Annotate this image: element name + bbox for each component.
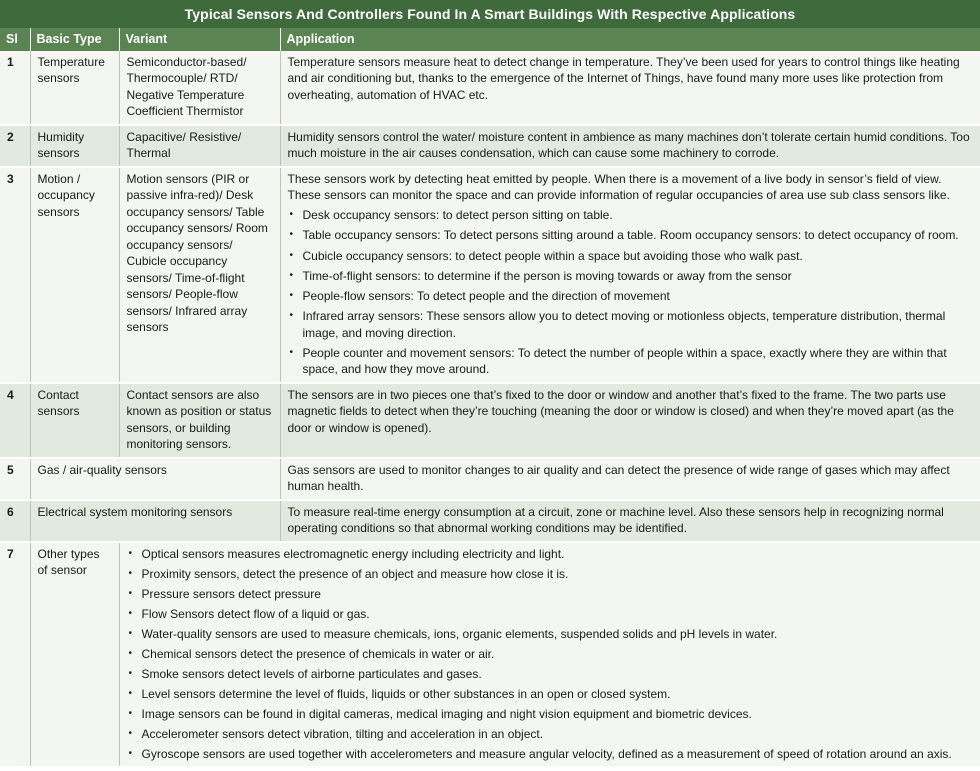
table-row [0,458,980,500]
header-row [0,28,980,51]
basic-type-cell: Contact sensors [30,383,119,458]
application-cell: The sensors are in two pieces one that’s fixed to the door or window and another that’s fixed to the frame. The two parts use magnetic fields to detect when they’re touching (meaning the door or window is closed) and when they’re moved apart (as the door or window is opened). [280,383,980,458]
list-item: • Optical sensors measures electromagnetic energy including electricity and light. [127,546,975,563]
sl-number: 1 [0,51,30,125]
list-item: • Accelerometer sensors detect vibration, tilting and acceleration in an object. [127,726,975,743]
basic-type-cell: Motion / occupancy sensors [30,167,119,383]
basic-type-cell: Temperature sensors [30,51,119,125]
variant-cell: Contact sensors are also known as position or status sensors, or building monitoring sensors. [119,383,280,458]
list-item: • Pressure sensors detect pressure [127,586,975,603]
basic-type-cell: Humidity sensors [30,125,119,167]
header-variant: Variant [119,28,280,51]
table-row [0,500,980,542]
variant-cell: Semiconductor-based/ Thermocouple/ RTD/ Negative Temperature Coefficient Thermistor [119,51,280,125]
sl-number: 4 [0,383,30,458]
list-item: • Table occupancy sensors: To detect persons sitting around a table. Room occupancy sensors: to detect occupancy of room. [288,227,975,244]
table-row [0,542,980,768]
application-cell: Humidity sensors control the water/ moisture content in ambience as many machines don’t tolerate certain humid conditions. Too much moisture in the air causes condensation, which can cause some machinery to corrode. [280,125,980,167]
application-cell [119,542,980,768]
table-row [0,383,980,458]
application-cell: Temperature sensors measure heat to detect change in temperature. They’ve been used for years to control things like heating and air conditioning but, thanks to the emergence of the Internet of Things, have found many more uses like protection from overheating, automation of HVAC etc. [280,51,980,125]
table-row [0,167,980,383]
table-row [0,125,980,167]
list-item: • Desk occupancy sensors: to detect person sitting on table. [288,207,975,224]
list-item: • Water-quality sensors are used to measure chemicals, ions, organic elements, suspended solids and pH levels in water. [127,626,975,643]
list-item: • Gyroscope sensors are used together with accelerometers and measure angular velocity, defined as a measurement of speed of rotation around an axis. [127,746,975,763]
application-cell: Gas sensors are used to monitor changes to air quality and can detect the presence of wide range of gases which may affect human health. [280,458,980,500]
basic-type-cell: Electrical system monitoring sensors [30,500,280,542]
list-item: • Proximity sensors, detect the presence of an object and measure how close it is. [127,566,975,583]
list-item: • Image sensors can be found in digital cameras, medical imaging and night vision equipment and biometric devices. [127,706,975,723]
list-item: • Chemical sensors detect the presence of chemicals in water or air. [127,646,975,663]
table-title: Typical Sensors And Controllers Found In A Smart Buildings With Respective Applications [0,0,980,28]
variant-cell: Capacitive/ Resistive/ Thermal [119,125,280,167]
application-cell [280,167,980,383]
list-item: • Smoke sensors detect levels of airborne particulates and gases. [127,666,975,683]
sl-number: 7 [0,542,30,768]
sl-number: 5 [0,458,30,500]
bullet-list [288,207,975,378]
header-basic-type: Basic Type [30,28,119,51]
header-application: Application [280,28,980,51]
list-item: • People counter and movement sensors: To detect the number of people within a space, exactly where they are within that space, and how they move around. [288,345,975,378]
list-item: • Infrared array sensors: These sensors allow you to detect moving or motionless objects, temperature distribution, thermal image, and moving direction. [288,308,975,341]
list-item: • Flow Sensors detect flow of a liquid or gas. [127,606,975,623]
sl-number: 2 [0,125,30,167]
sl-number: 6 [0,500,30,542]
bullet-list [127,546,975,763]
list-item: • Time-of-flight sensors: to determine if the person is moving towards or away from the sensor [288,268,975,285]
variant-cell: Motion sensors (PIR or passive infra-red)/ Desk occupancy sensors/ Table occupancy sensors/ Room occupancy sensors/ Cubicle occupancy sensors/ Time-of-flight sensors/ People-flow sensors/ Infrared array sensors [119,167,280,383]
list-item: • People-flow sensors: To detect people and the direction of movement [288,288,975,305]
table-row [0,51,980,125]
application-cell: To measure real-time energy consumption at a circuit, zone or machine level. Also these sensors help in recognizing normal operating conditions so that abnormal working conditions may be identified. [280,500,980,542]
application-text: These sensors work by detecting heat emitted by people. When there is a movement of a live body in sensor’s field of view. These sensors can monitor the space and can provide information of regular occupancies of area use sub class sensors like. [287,171,950,202]
basic-type-cell: Gas / air-quality sensors [30,458,280,500]
header-sl: Sl [0,28,30,51]
basic-type-cell: Other types of sensor [30,542,119,768]
sl-number: 3 [0,167,30,383]
list-item: • Level sensors determine the level of fluids, liquids or other substances in an open or closed system. [127,686,975,703]
sensor-table [0,28,980,768]
list-item: • Cubicle occupancy sensors: to detect people within a space but avoiding those who walk past. [288,248,975,265]
